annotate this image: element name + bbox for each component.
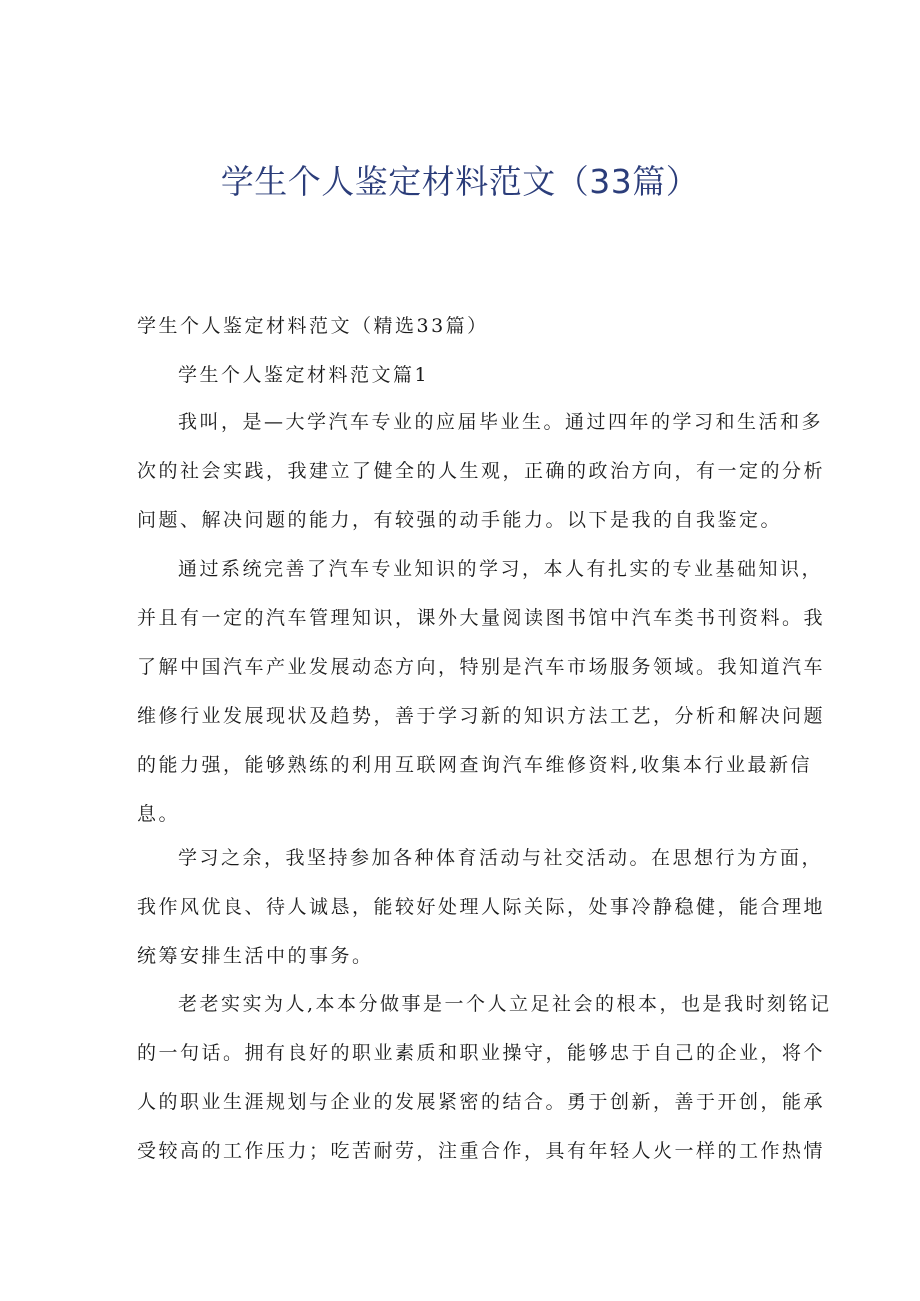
paragraph-2 [137, 555, 826, 849]
paragraph-line: 统筹安排生活中的事务。 [137, 945, 374, 967]
section-heading: 学生个人鉴定材料范文篇1 [178, 364, 430, 386]
paragraph-line: 我叫，是—大学汽车专业的应届毕业生。通过四年的学习和生活和多 [178, 411, 824, 433]
paragraph-3 [137, 844, 826, 991]
paragraph-line: 息。 [137, 803, 181, 825]
paragraph-line: 的一句话。拥有良好的职业素质和职业操守，能够忠于自己的企业，将个 [137, 1042, 826, 1064]
paragraph-line: 老老实实为人,本本分做事是一个人立足社会的根本，也是我时刻铭记 [178, 993, 832, 1015]
paragraph-line: 受较高的工作压力；吃苦耐劳，注重合作，具有年轻人火一样的工作热情 [137, 1140, 826, 1162]
paragraph-line: 通过系统完善了汽车专业知识的学习，本人有扎实的专业基础知识， [178, 558, 824, 580]
paragraph-line: 了解中国汽车产业发展动态方向，特别是汽车市场服务领域。我知道汽车 [137, 656, 826, 678]
paragraph-line: 的能力强，能够熟练的利用互联网查询汽车维修资料,收集本行业最新信 [137, 754, 813, 776]
paragraph-line: 维修行业发展现状及趋势，善于学习新的知识方法工艺，分析和解决问题 [137, 705, 826, 727]
paragraph-4 [137, 990, 832, 1186]
paragraph-line: 并且有一定的汽车管理知识，课外大量阅读图书馆中汽车类书刊资料。我 [137, 607, 826, 629]
document-title: 学生个人鉴定材料范文（33篇） [220, 162, 700, 201]
paragraph-line: 问题、解决问题的能力，有较强的动手能力。以下是我的自我鉴定。 [137, 509, 783, 531]
paragraph-line: 人的职业生涯规划与企业的发展紧密的结合。勇于创新，善于开创，能承 [137, 1091, 826, 1113]
paragraph-1 [137, 408, 826, 555]
paragraph-line: 次的社会实践，我建立了健全的人生观，正确的政治方向，有一定的分析 [137, 460, 826, 482]
document-subtitle: 学生个人鉴定材料范文（精选33篇） [137, 315, 489, 337]
paragraph-line: 我作风优良、待人诚恳，能较好处理人际关际，处事冷静稳健，能合理地 [137, 896, 826, 918]
paragraph-line: 学习之余，我坚持参加各种体育活动与社交活动。在思想行为方面， [178, 847, 824, 869]
